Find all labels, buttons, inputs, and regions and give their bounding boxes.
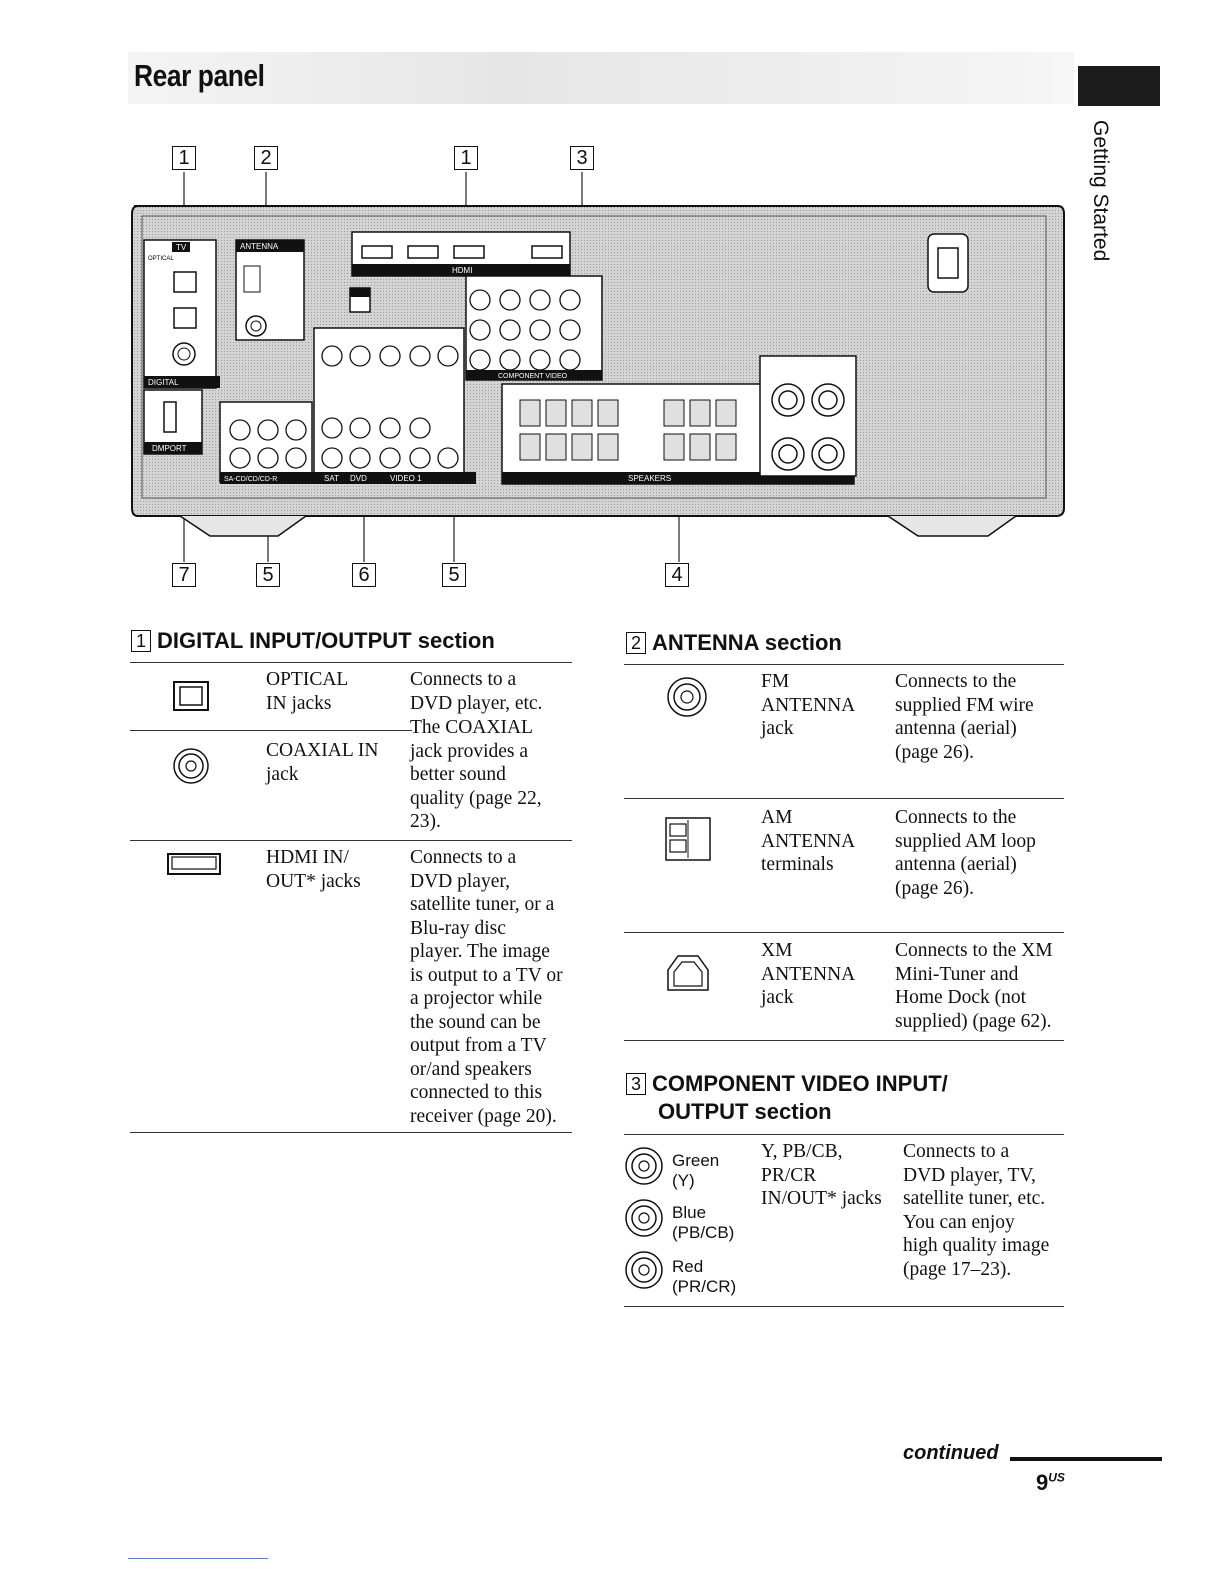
coaxial-in-desc: The COAXIAL jack provides a better sound quality (page 22, 23). xyxy=(410,717,542,832)
optical-jack-icon xyxy=(172,680,212,712)
red-jack-label: Red (PR/CR) xyxy=(672,1257,737,1296)
blue-jack-label: Blue (PB/CB) xyxy=(672,1203,735,1242)
svg-text:DMPORT: DMPORT xyxy=(152,444,187,453)
xm-antenna-desc: Connects to the XM Mini-Tuner and Home Dock (not supplied) (page 62). xyxy=(895,940,1053,1032)
callout-3-top: 3 xyxy=(570,146,594,170)
divider xyxy=(130,1132,572,1133)
header-bar xyxy=(128,52,1074,104)
fm-antenna-desc: Connects to the supplied FM wire antenna (aerial) (page 26). xyxy=(895,671,1034,763)
fm-antenna-name: FM ANTENNA jack xyxy=(761,671,856,739)
coaxial-jack-icon xyxy=(172,746,212,786)
svg-text:SA-CD/CD/CD-R: SA-CD/CD/CD-R xyxy=(224,476,278,483)
rear-panel-diagram xyxy=(128,168,1068,568)
component-section-title: 3 COMPONENT VIDEO INPUT/ OUTPUT section xyxy=(626,1070,948,1126)
callout-1-top-left: 1 xyxy=(172,146,196,170)
optical-in-name: OPTICAL IN jacks xyxy=(266,669,349,714)
callout-4-bottom: 4 xyxy=(665,563,689,587)
svg-text:ANTENNA: ANTENNA xyxy=(240,242,279,251)
callout-5-bottom-right: 5 xyxy=(442,563,466,587)
svg-text:HDMI: HDMI xyxy=(452,266,473,275)
optical-in-desc: Connects to a DVD player, etc. xyxy=(410,669,543,714)
bottom-edge-line xyxy=(128,1558,268,1559)
callout-7-bottom: 7 xyxy=(172,563,196,587)
divider xyxy=(624,1134,1064,1135)
hdmi-desc: Connects to a DVD player, satellite tuner, or a Blu-ray disc player. The image is output to a TV or a projector while the sound can be output from a TV or/and speakers connected to this receiver (page 20). xyxy=(410,847,563,1127)
divider xyxy=(130,662,572,663)
antenna-section-title: 2 ANTENNA section xyxy=(626,630,842,656)
divider xyxy=(624,664,1064,665)
section-tab-marker xyxy=(1078,66,1160,106)
page-number: $9^{US}$ xyxy=(1036,1470,1065,1495)
divider xyxy=(130,730,412,731)
component-jacks-name: Y, PB/CB, PR/CR IN/OUT* jacks xyxy=(761,1141,882,1209)
callout-1-top-mid: 1 xyxy=(454,146,478,170)
callout-5-bottom-left: 5 xyxy=(256,563,280,587)
am-antenna-name: AM ANTENNA terminals xyxy=(761,807,856,875)
divider xyxy=(624,798,1064,799)
component-jacks-desc: Connects to a DVD player, TV, satellite tuner, etc. You can enjoy high quality image (page 17–23). xyxy=(903,1141,1050,1280)
divider xyxy=(624,932,1064,933)
divider xyxy=(624,1040,1064,1041)
xm-antenna-name: XM ANTENNA jack xyxy=(761,940,856,1008)
hdmi-name: HDMI IN/ OUT* jacks xyxy=(266,847,361,892)
svg-text:OPTICAL: OPTICAL xyxy=(148,256,174,262)
page-title: Rear panel xyxy=(134,58,265,93)
hdmi-jack-icon xyxy=(166,852,222,878)
svg-text:DIGITAL: DIGITAL xyxy=(148,378,179,387)
green-jack-label: Green (Y) xyxy=(672,1151,720,1190)
fm-jack-icon xyxy=(666,676,710,720)
svg-text:COMPONENT VIDEO: COMPONENT VIDEO xyxy=(498,373,568,380)
continued-rule xyxy=(1010,1457,1162,1461)
callout-6-bottom: 6 xyxy=(352,563,376,587)
side-tab-label: Getting Started xyxy=(1089,120,1112,262)
digital-section-title: 1 DIGITAL INPUT/OUTPUT section xyxy=(131,628,495,654)
svg-text:TV: TV xyxy=(176,243,187,252)
svg-text:VIDEO 1: VIDEO 1 xyxy=(390,474,422,483)
am-terminal-icon xyxy=(664,816,712,862)
callout-2-top: 2 xyxy=(254,146,278,170)
divider xyxy=(624,1306,1064,1307)
svg-text:SPEAKERS: SPEAKERS xyxy=(628,474,672,483)
xm-jack-icon xyxy=(664,952,712,994)
red-jack-icon xyxy=(624,1250,668,1290)
svg-text:DVD: DVD xyxy=(350,474,367,483)
am-antenna-desc: Connects to the supplied AM loop antenna (aerial) (page 26). xyxy=(895,807,1036,899)
coaxial-in-name: COAXIAL IN jack xyxy=(266,740,379,785)
divider xyxy=(130,840,572,841)
continued-label: continued xyxy=(903,1442,999,1464)
green-jack-icon xyxy=(624,1146,668,1186)
svg-text:SAT: SAT xyxy=(324,474,339,483)
blue-jack-icon xyxy=(624,1198,668,1238)
